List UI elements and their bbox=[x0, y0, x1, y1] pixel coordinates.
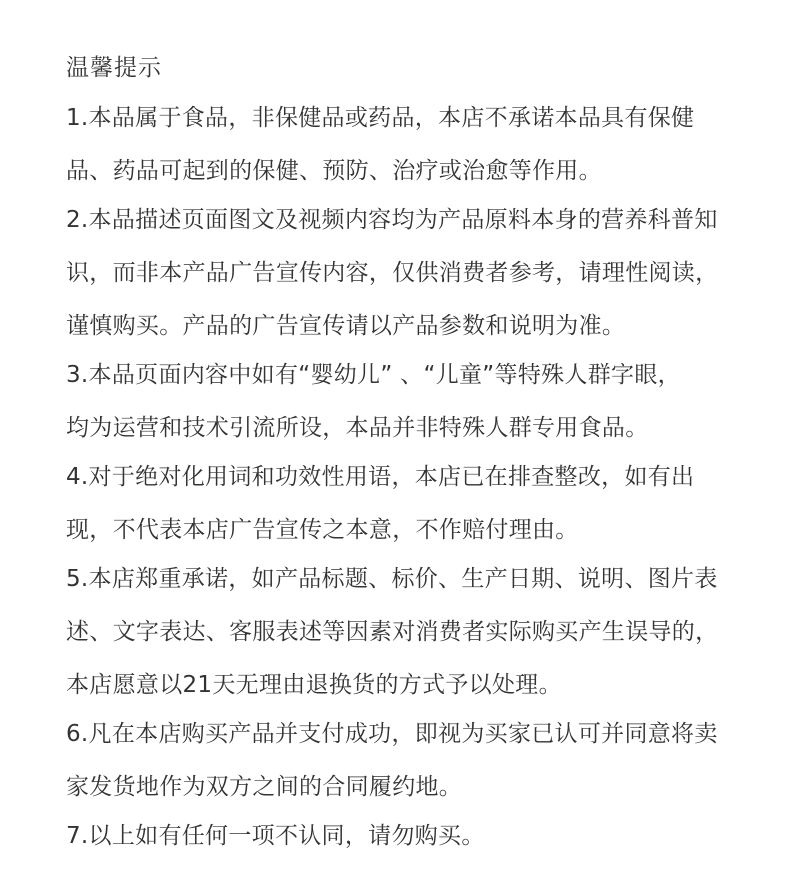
notice-item-5 bbox=[66, 553, 790, 708]
notice-line: 6.凡在本店购买产品并支付成功，即视为买家已认可并同意将卖 bbox=[66, 721, 718, 747]
notice-item-1 bbox=[66, 92, 790, 194]
notice-item-3 bbox=[66, 349, 790, 451]
notice-line: 述、文字表达、客服表述等因素对消费者实际购买产生误导的， bbox=[66, 619, 719, 645]
notice-line: 2.本品描述页面图文及视频内容均为产品原料本身的营养科普知 bbox=[66, 207, 718, 233]
notice-line: 7.以上如有任何一项不认同，请勿购买。 bbox=[66, 823, 485, 849]
notice-item-6 bbox=[66, 708, 790, 810]
notice-line: 谨慎购买。产品的广告宣传请以产品参数和说明为准。 bbox=[66, 313, 626, 339]
notice-item-2 bbox=[66, 194, 790, 349]
notice-line: 5.本店郑重承诺，如产品标题、标价、生产日期、说明、图片表 bbox=[66, 566, 718, 592]
notice-line: 现，不代表本店广告宣传之本意，不作赔付理由。 bbox=[66, 517, 579, 543]
notice-line: 家发货地作为双方之间的合同履约地。 bbox=[66, 774, 463, 800]
notice-line: 3.本品页面内容中如有“婴幼儿” 、“儿童”等特殊人群字眼， bbox=[66, 362, 681, 388]
notice-item-4 bbox=[66, 451, 790, 553]
notice-line: 品、药品可起到的保健、预防、治疗或治愈等作用。 bbox=[66, 158, 602, 184]
notice-line: 均为运营和技术引流所设，本品并非特殊人群专用食品。 bbox=[66, 415, 649, 441]
notice-line: 4.对于绝对化用词和功效性用语，本店已在排查整改，如有出 bbox=[66, 464, 695, 490]
notice-title: 温馨提示 bbox=[66, 55, 162, 81]
notice-line: 本店愿意以21天无理由退换货的方式予以处理。 bbox=[66, 672, 562, 698]
notice-item-7 bbox=[66, 810, 790, 859]
notice-line: 1.本品属于食品，非保健品或药品，本店不承诺本品具有保健 bbox=[66, 105, 695, 131]
notice-line: 识，而非本产品广告宣传内容，仅供消费者参考，请理性阅读， bbox=[66, 260, 719, 286]
